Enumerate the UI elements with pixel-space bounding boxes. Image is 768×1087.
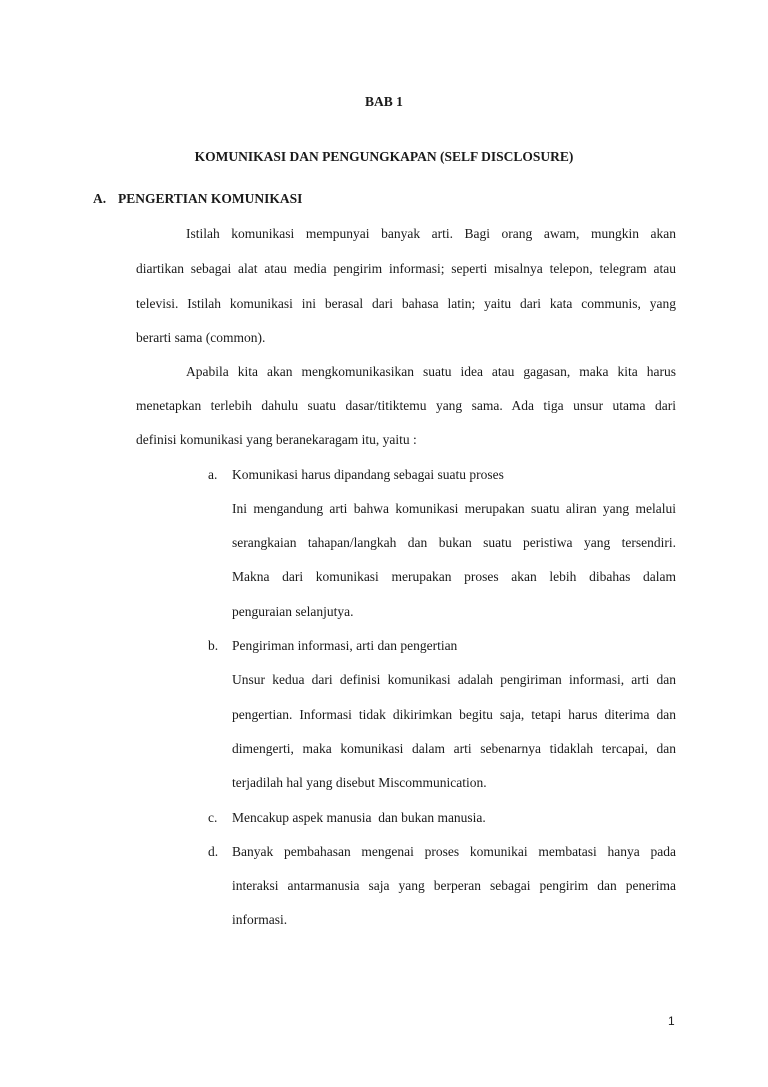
paragraph-line: definisi komunikasi yang beranekaragam itu, yaitu : (136, 432, 417, 447)
list-item-title: Komunikasi harus dipandang sebagai suatu proses (232, 467, 504, 482)
list-item-line: penguraian selanjutya. (232, 604, 354, 619)
section-title: PENGERTIAN KOMUNIKASI (118, 191, 303, 206)
list-item-line: Ini mengandung arti bahwa komunikasi merupakan suatu aliran yang melalui (232, 501, 676, 516)
list-item-line: terjadilah hal yang disebut Miscommunication. (232, 775, 487, 790)
paragraph-line: diartikan sebagai alat atau media pengirim informasi; seperti misalnya telepon, telegram atau (136, 261, 676, 276)
list-item-title: Mencakup aspek manusia dan bukan manusia. (232, 810, 486, 825)
chapter-title: KOMUNIKASI DAN PENGUNGKAPAN (SELF DISCLOSURE) (194, 149, 574, 164)
chapter-label: BAB 1 (365, 94, 403, 109)
paragraph-line: Istilah komunikasi mempunyai banyak arti. Bagi orang awam, mungkin akan (186, 226, 676, 241)
list-marker: b. (208, 638, 219, 653)
list-marker: c. (208, 810, 218, 825)
list-marker: a. (208, 467, 218, 482)
paragraph-line: televisi. Istilah komunikasi ini berasal dari bahasa latin; yaitu dari kata communis, yang (136, 296, 676, 311)
list-item-line: serangkaian tahapan/langkah dan bukan suatu peristiwa yang tersendiri. (232, 535, 676, 550)
list-item-line: interaksi antarmanusia saja yang berperan sebagai pengirim dan penerima (232, 878, 676, 893)
list-item-line: informasi. (232, 912, 288, 927)
list-item-line: Makna dari komunikasi merupakan proses akan lebih dibahas dalam (232, 569, 676, 584)
list-marker: d. (208, 844, 219, 859)
list-item-line: pengertian. Informasi tidak dikirimkan begitu saja, tetapi harus diterima dan (232, 707, 676, 722)
list-item-title: Banyak pembahasan mengenai proses komunikai membatasi hanya pada (232, 844, 676, 859)
list-item-title: Pengiriman informasi, arti dan pengertian (232, 638, 458, 653)
list-item-line: dimengerti, maka komunikasi dalam arti sebenarnya tidaklah tercapai, dan (232, 741, 676, 756)
section-marker: A. (93, 191, 107, 206)
page-number: 1 (668, 1014, 675, 1028)
paragraph-line: berarti sama (common). (136, 330, 266, 345)
paragraph-line: Apabila kita akan mengkomunikasikan suatu idea atau gagasan, maka kita harus (186, 364, 676, 379)
paragraph-line: menetapkan terlebih dahulu suatu dasar/titiktemu yang sama. Ada tiga unsur utama dari (136, 398, 676, 413)
list-item-line: Unsur kedua dari definisi komunikasi adalah pengiriman informasi, arti dan (232, 672, 676, 687)
